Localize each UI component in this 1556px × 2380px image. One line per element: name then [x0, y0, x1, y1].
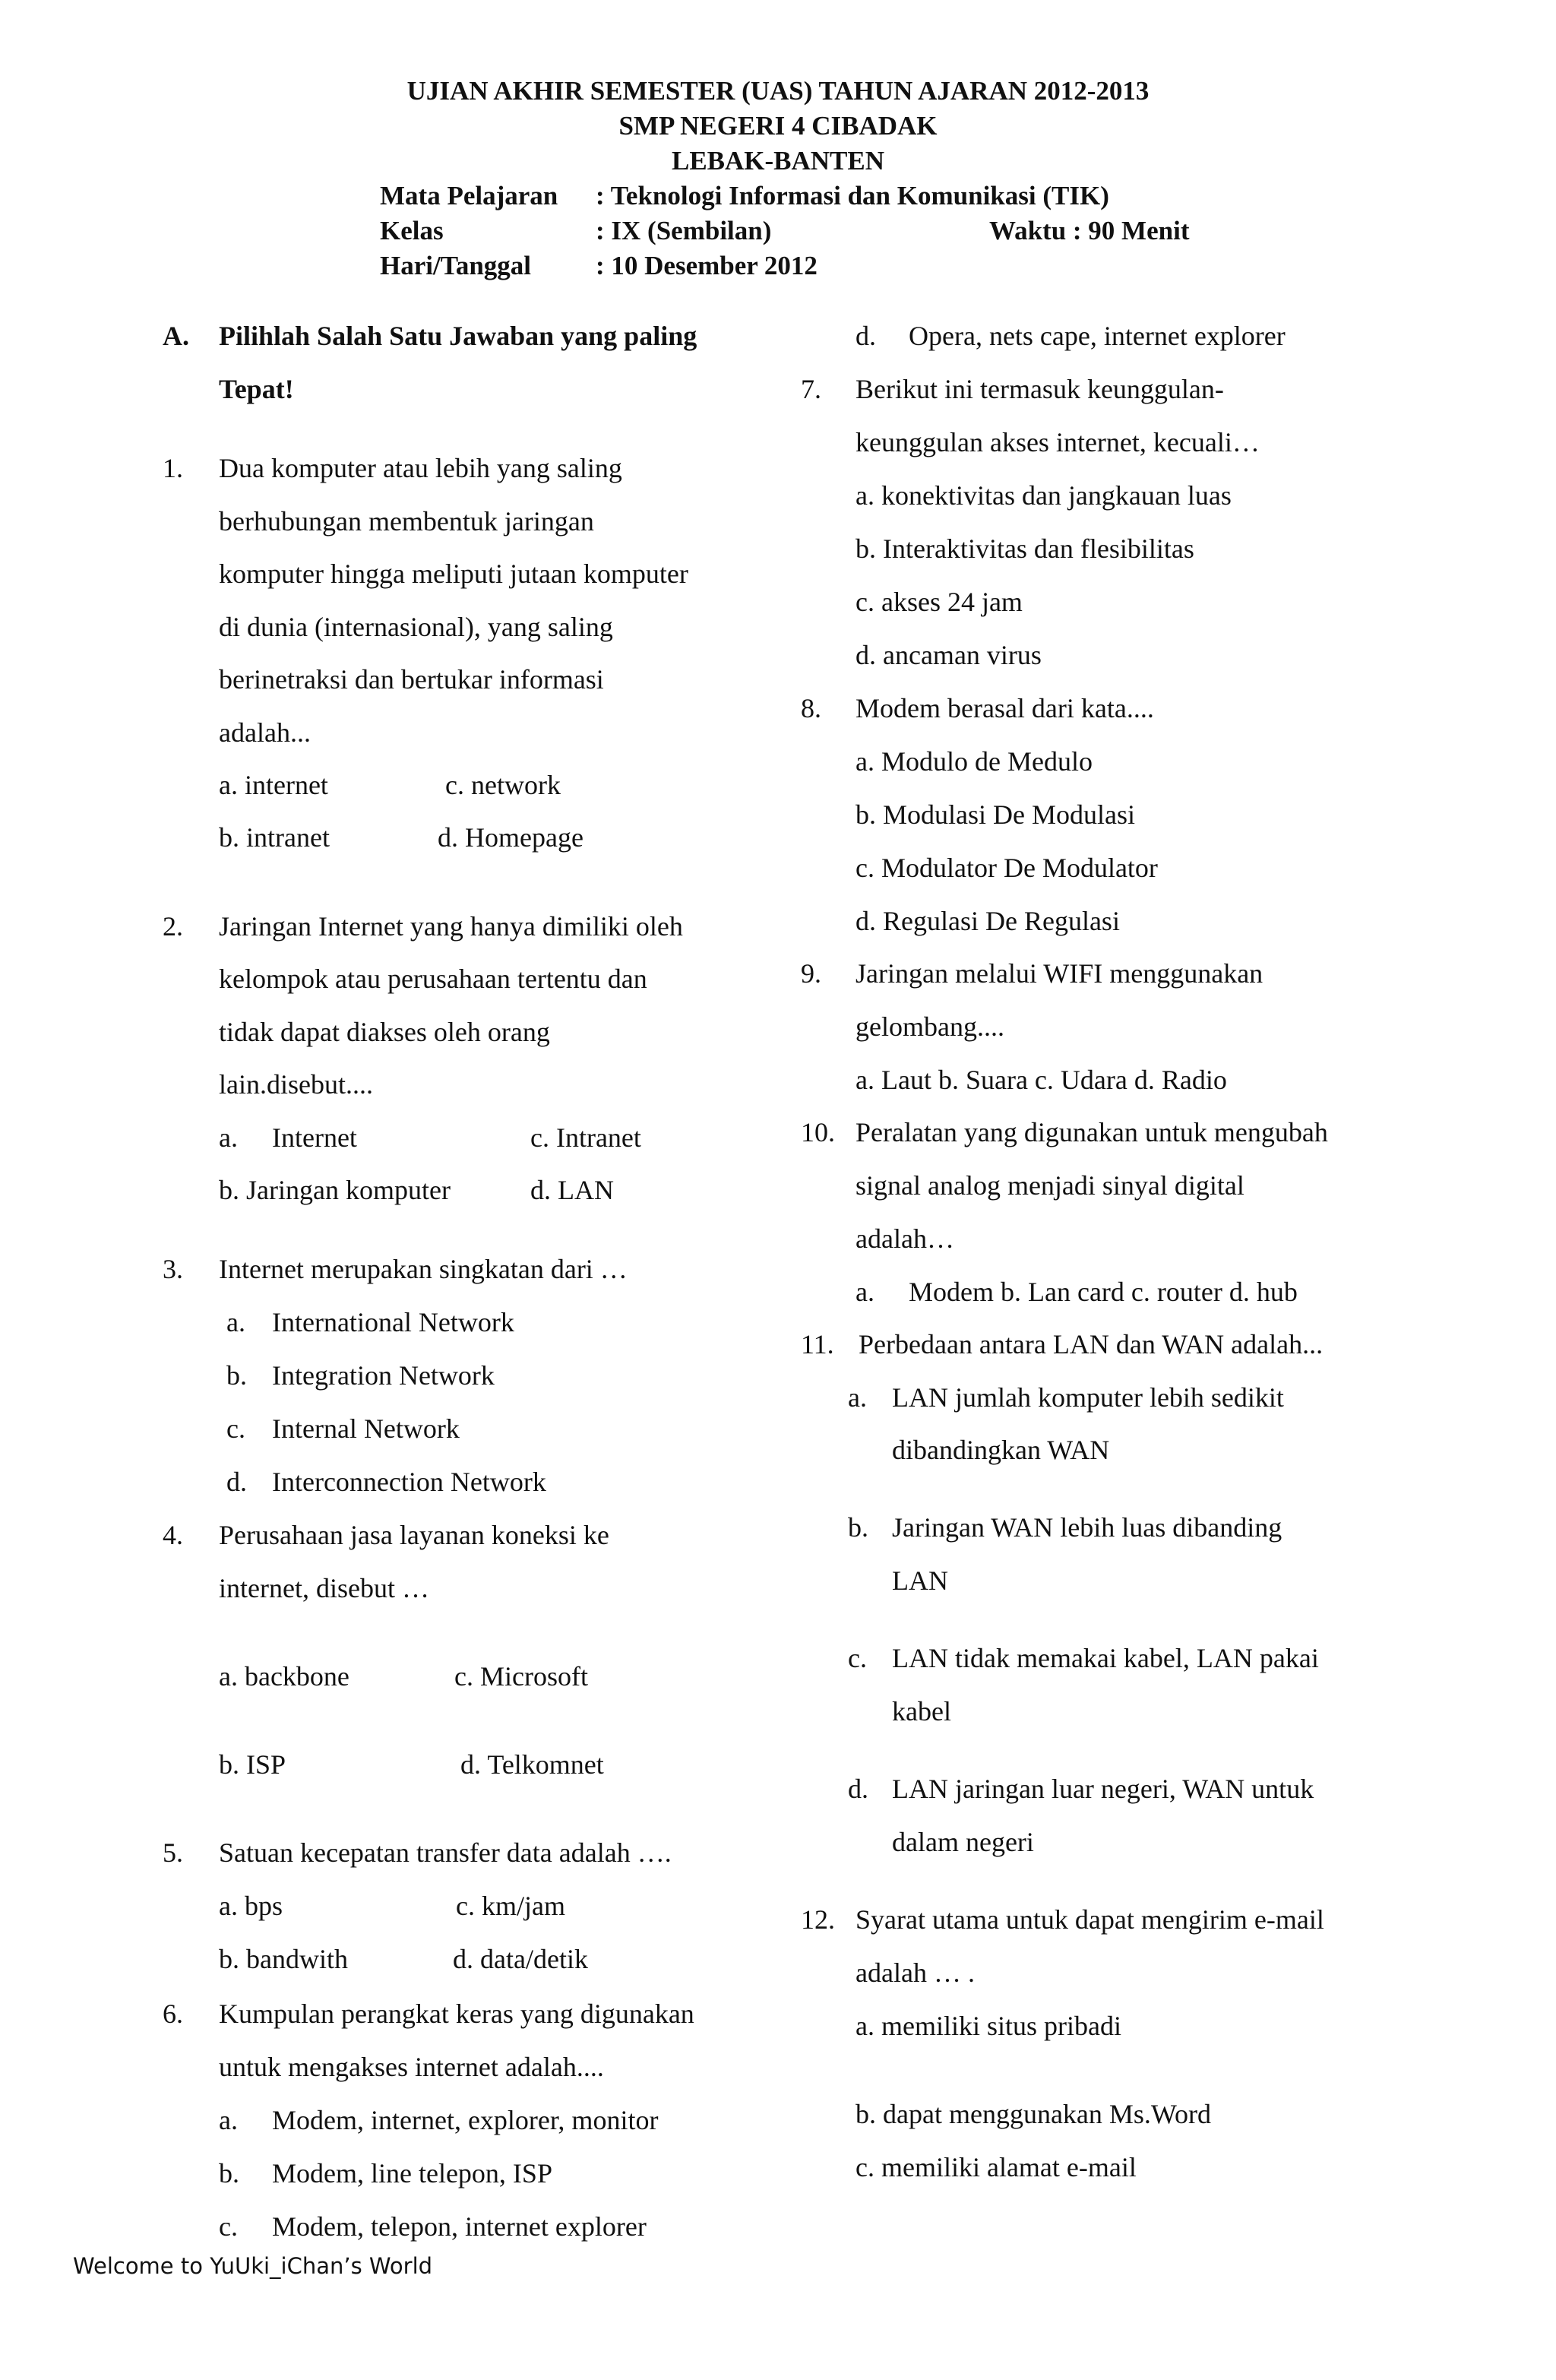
- answer-letter: b.: [219, 2158, 239, 2189]
- answer-options[interactable]: Modem b. Lan card c. router d. hub: [909, 1277, 1298, 1307]
- answer-option[interactable]: dalam negeri: [892, 1827, 1034, 1857]
- question-text: berinetraksi dan bertukar informasi: [219, 664, 604, 695]
- question-text: Satuan kecepatan transfer data adalah ….: [219, 1837, 672, 1868]
- answer-option[interactable]: International Network: [272, 1307, 514, 1337]
- question-text: gelombang....: [855, 1011, 1004, 1042]
- answer-letter: a.: [848, 1382, 867, 1413]
- question-text: Kumpulan perangkat keras yang digunakan: [219, 1999, 694, 2029]
- answer-letter: b.: [848, 1512, 868, 1543]
- answer-option[interactable]: c. km/jam: [456, 1891, 565, 1921]
- answer-option[interactable]: LAN: [892, 1565, 948, 1596]
- question-text: Syarat utama untuk dapat mengirim e-mail: [855, 1904, 1324, 1935]
- question-text: adalah...: [219, 717, 311, 748]
- section-title: Pilihlah Salah Satu Jawaban yang paling: [219, 321, 697, 351]
- question-number: 9.: [801, 958, 821, 989]
- date-value: : 10 Desember 2012: [596, 251, 818, 280]
- answer-option[interactable]: d. Telkomnet: [460, 1749, 604, 1780]
- question-text: Internet merupakan singkatan dari …: [219, 1254, 628, 1284]
- answer-option[interactable]: c. memiliki alamat e-mail: [855, 2152, 1137, 2182]
- answer-letter: a.: [219, 2105, 238, 2135]
- answer-letter: c.: [219, 2211, 238, 2242]
- question-text: kelompok atau perusahaan tertentu dan: [219, 964, 647, 994]
- question-text: Dua komputer atau lebih yang saling: [219, 453, 622, 483]
- question-text: Jaringan Internet yang hanya dimiliki oleh: [219, 911, 683, 942]
- date-label: Hari/Tanggal: [380, 251, 532, 280]
- question-text: keunggulan akses internet, kecuali…: [855, 427, 1260, 457]
- answer-option[interactable]: Modem, telepon, internet explorer: [272, 2211, 647, 2242]
- answer-option[interactable]: b. ISP: [219, 1749, 286, 1780]
- answer-option[interactable]: b. dapat menggunakan Ms.Word: [855, 2099, 1211, 2129]
- answer-option[interactable]: a. konektivitas dan jangkauan luas: [855, 480, 1232, 511]
- answer-option[interactable]: Integration Network: [272, 1360, 495, 1391]
- answer-option[interactable]: c. akses 24 jam: [855, 587, 1023, 617]
- answer-option[interactable]: Internal Network: [272, 1413, 460, 1444]
- answer-option[interactable]: b. bandwith: [219, 1944, 348, 1974]
- answer-option[interactable]: Modem, internet, explorer, monitor: [272, 2105, 659, 2135]
- question-text: tidak dapat diakses oleh orang: [219, 1017, 550, 1047]
- answer-letter: d.: [226, 1467, 247, 1497]
- answer-option[interactable]: Interconnection Network: [272, 1467, 546, 1497]
- answer-options[interactable]: a. Laut b. Suara c. Udara d. Radio: [855, 1065, 1227, 1095]
- class-label: Kelas: [380, 216, 444, 245]
- question-text: di dunia (internasional), yang saling: [219, 612, 613, 642]
- answer-letter: d.: [848, 1774, 868, 1804]
- question-text: Berikut ini termasuk keunggulan-: [855, 374, 1224, 404]
- answer-option[interactable]: a. bps: [219, 1891, 283, 1921]
- answer-option[interactable]: LAN jaringan luar negeri, WAN untuk: [892, 1774, 1314, 1804]
- answer-option[interactable]: c. Modulator De Modulator: [855, 853, 1158, 883]
- answer-letter: c.: [226, 1413, 245, 1444]
- section-marker: A.: [163, 321, 189, 351]
- answer-letter: c.: [848, 1643, 867, 1673]
- answer-option[interactable]: a. Modulo de Medulo: [855, 746, 1093, 777]
- question-number: 6.: [163, 1999, 183, 2029]
- answer-option[interactable]: c. network: [445, 770, 561, 800]
- question-text: Perbedaan antara LAN dan WAN adalah...: [859, 1329, 1324, 1359]
- question-text: adalah…: [855, 1223, 954, 1254]
- question-number: 2.: [163, 911, 183, 942]
- answer-letter: d.: [855, 321, 876, 351]
- answer-option[interactable]: d. ancaman virus: [855, 640, 1042, 670]
- answer-letter: b.: [226, 1360, 247, 1391]
- answer-option[interactable]: a. internet: [219, 770, 328, 800]
- question-text: Jaringan melalui WIFI menggunakan: [855, 958, 1263, 989]
- question-number: 10.: [801, 1117, 835, 1147]
- question-text: Perusahaan jasa layanan koneksi ke: [219, 1520, 609, 1550]
- footer-watermark: Welcome to YuUki_iChan’s World: [73, 2253, 433, 2279]
- question-number: 7.: [801, 374, 821, 404]
- answer-option[interactable]: d. Regulasi De Regulasi: [855, 906, 1120, 936]
- answer-option[interactable]: LAN jumlah komputer lebih sedikit: [892, 1382, 1284, 1413]
- time-info: Waktu : 90 Menit: [989, 216, 1190, 245]
- answer-option[interactable]: dibandingkan WAN: [892, 1435, 1110, 1465]
- answer-option[interactable]: d. LAN: [530, 1175, 614, 1205]
- question-text: Peralatan yang digunakan untuk mengubah: [855, 1117, 1328, 1147]
- question-number: 12.: [801, 1904, 835, 1935]
- question-text: komputer hingga meliputi jutaan komputer: [219, 559, 688, 589]
- answer-option[interactable]: Internet: [272, 1122, 357, 1153]
- answer-letter: a.: [226, 1307, 245, 1337]
- question-text: signal analog menjadi sinyal digital: [855, 1170, 1244, 1201]
- answer-option[interactable]: kabel: [892, 1696, 951, 1726]
- school-name: SMP NEGERI 4 CIBADAK: [618, 111, 938, 141]
- answer-option[interactable]: d. data/detik: [453, 1944, 588, 1974]
- answer-option[interactable]: Modem, line telepon, ISP: [272, 2158, 552, 2189]
- question-text: internet, disebut …: [219, 1573, 429, 1603]
- question-text: lain.disebut....: [219, 1069, 373, 1100]
- question-text: adalah … .: [855, 1957, 975, 1988]
- question-number: 11.: [801, 1329, 834, 1359]
- answer-letter: a.: [855, 1277, 874, 1307]
- class-value: : IX (Sembilan): [596, 216, 772, 245]
- answer-option[interactable]: d. Homepage: [438, 822, 584, 853]
- question-number: 1.: [163, 453, 183, 483]
- answer-option[interactable]: a. memiliki situs pribadi: [855, 2011, 1121, 2041]
- question-text: Modem berasal dari kata....: [855, 693, 1154, 723]
- answer-option[interactable]: LAN tidak memakai kabel, LAN pakai: [892, 1643, 1319, 1673]
- question-number: 8.: [801, 693, 821, 723]
- exam-title: UJIAN AKHIR SEMESTER (UAS) TAHUN AJARAN 2012-2013: [406, 76, 1150, 106]
- answer-option[interactable]: b. intranet: [219, 822, 330, 853]
- answer-option[interactable]: b. Jaringan komputer: [219, 1175, 451, 1205]
- subject-label: Mata Pelajaran: [380, 181, 558, 210]
- subject-value: : Teknologi Informasi dan Komunikasi (TIK): [596, 181, 1109, 210]
- answer-option[interactable]: a. backbone: [219, 1661, 349, 1692]
- answer-option[interactable]: b. Interaktivitas dan flesibilitas: [855, 533, 1194, 564]
- school-location: LEBAK-BANTEN: [671, 146, 885, 176]
- question-number: 4.: [163, 1520, 183, 1550]
- section-title-cont: Tepat!: [219, 374, 294, 404]
- question-number: 3.: [163, 1254, 183, 1284]
- question-number: 5.: [163, 1837, 183, 1868]
- answer-option[interactable]: Jaringan WAN lebih luas dibanding: [892, 1512, 1282, 1543]
- answer-option[interactable]: Opera, nets cape, internet explorer: [909, 321, 1286, 351]
- question-text: untuk mengakses internet adalah....: [219, 2052, 604, 2082]
- answer-letter: a.: [219, 1122, 238, 1153]
- answer-option[interactable]: c. Intranet: [530, 1122, 641, 1153]
- question-text: berhubungan membentuk jaringan: [219, 506, 594, 536]
- answer-option[interactable]: c. Microsoft: [454, 1661, 588, 1692]
- answer-option[interactable]: b. Modulasi De Modulasi: [855, 799, 1135, 830]
